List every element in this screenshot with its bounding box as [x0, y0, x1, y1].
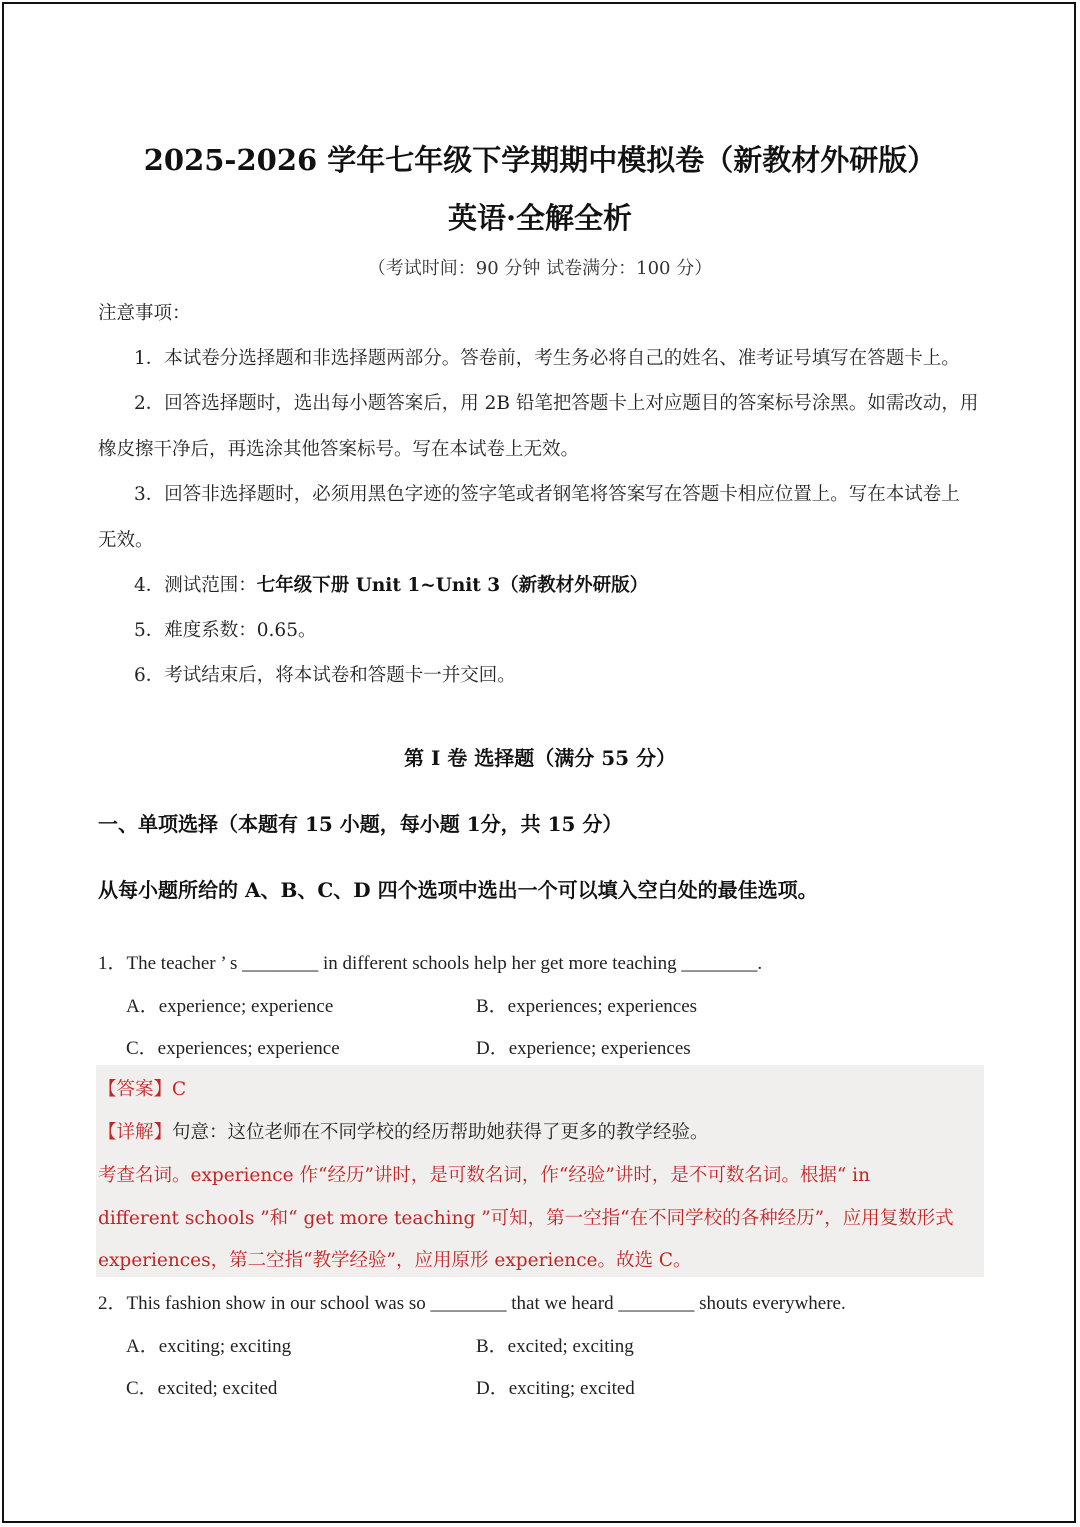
part-title: 第 I 卷 选择题（满分 55 分）: [403, 746, 676, 770]
notice-item-2: 2．回答选择题时，选出每小题答案后，用 2B 铅笔把答题卡上对应题目的答案标号涂黑。如需改动，用: [134, 393, 979, 414]
q1-answer: 【答案】C: [98, 1079, 187, 1100]
q2-option-d: D．exciting; excited: [476, 1378, 635, 1399]
q1-explain-line-3: experiences，第二空指“教学经验”，应用原形 experience。故选 C。: [98, 1250, 692, 1271]
notice-item-1: 1．本试卷分选择题和非选择题两部分。答卷前，考生务必将自己的姓名、准考证号填写在答题卡上。: [134, 348, 960, 369]
q1-option-b: B．experiences; experiences: [476, 996, 698, 1017]
q1-detail-text: 句意：这位老师在不同学校的经历帮助她获得了更多的教学经验。: [172, 1122, 709, 1143]
q1-explain-line-2: different schools ”和“ get more teaching ”可知，第一空指“在不同学校的各种经历”，应用复数形式: [98, 1208, 954, 1229]
question-2-stem: 2．This fashion show in our school was so ________ that we heard ________ shouts everywhere.: [98, 1293, 846, 1314]
notice-heading: 注意事项：: [98, 303, 191, 324]
q1-option-a: A．experience; experience: [126, 996, 334, 1017]
notice-item-2-cont: 橡皮擦干净后，再选涂其他答案标号。写在本试卷上无效。: [98, 439, 580, 460]
notice-item-5: 5．难度系数：0.65。: [134, 620, 317, 641]
section-instruction: 从每小题所给的 A、B、C、D 四个选项中选出一个可以填入空白处的最佳选项。: [98, 878, 818, 902]
q1-explain-line-1: 考查名词。experience 作“经历”讲时，是可数名词，作“经验”讲时，是不可数名词。根据“ in: [98, 1165, 870, 1186]
q1-detail-label: 【详解】: [98, 1122, 173, 1143]
q2-option-c: C．excited; excited: [126, 1378, 278, 1399]
notice-item-6: 6．考试结束后，将本试卷和答题卡一并交回。: [134, 665, 516, 686]
exam-title: 2025-2026 学年七年级下学期期中模拟卷（新教材外研版）: [143, 143, 937, 177]
q1-option-c: C．experiences; experience: [126, 1038, 340, 1059]
notice-item-4: [134, 571, 648, 597]
exam-subtitle: 英语·全解全析: [447, 201, 633, 235]
q2-option-a: A．exciting; exciting: [126, 1336, 292, 1357]
q1-detail: [98, 1118, 709, 1144]
q2-option-b: B．excited; exciting: [476, 1336, 634, 1357]
notice-item-3-cont: 无效。: [98, 530, 154, 551]
exam-info: （考试时间：90 分钟 试卷满分：100 分）: [367, 258, 713, 279]
test-scope: 七年级下册 Unit 1~Unit 3（新教材外研版）: [256, 575, 649, 596]
notice-item-4-label: 4．测试范围：: [134, 575, 257, 596]
section-heading: 一、单项选择（本题有 15 小题，每小题 1分，共 15 分）: [98, 812, 623, 836]
question-1-stem: 1．The teacher ’ s ________ in different schools help her get more teaching ________.: [98, 953, 763, 974]
notice-item-3: 3．回答非选择题时，必须用黑色字迹的签字笔或者钢笔将答案写在答题卡相应位置上。写在本试卷上: [134, 484, 960, 505]
q1-option-d: D．experience; experiences: [476, 1038, 691, 1059]
